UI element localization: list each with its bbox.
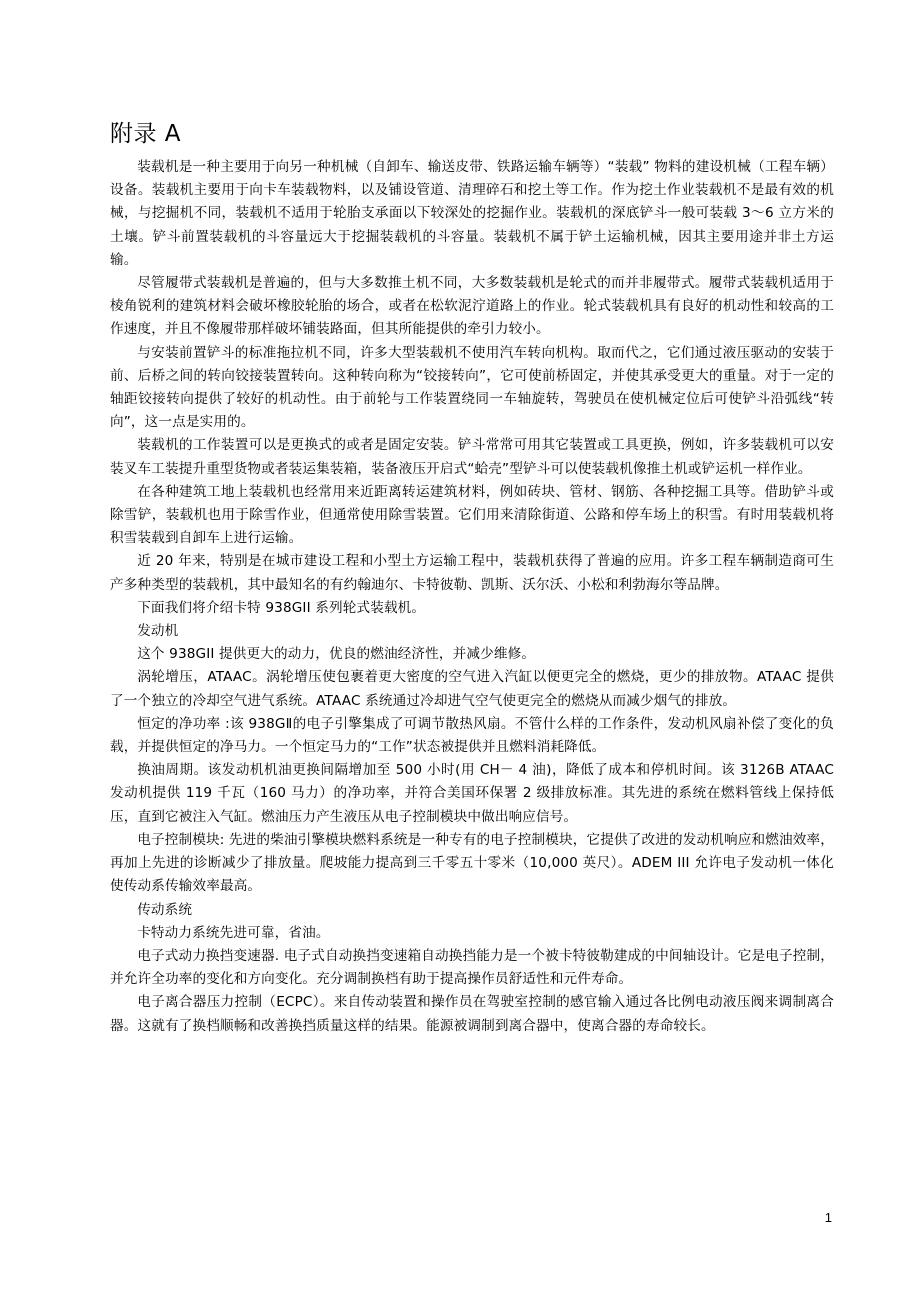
page-number: 1 bbox=[824, 1210, 832, 1225]
paragraph-constant-net-power: 恒定的净功率 :该 938GⅡ的电子引擎集成了可调节散热风扇。不管什么样的工作条件，发动机风扇补偿了变化的负载，并提供恒定的净马力。一个恒定马力的“工作”状态被提供并且燃料消耗降低。 bbox=[110, 715, 834, 756]
paragraph-turbo-ataac: 涡轮增压，ATAAC。涡轮增压使包裹着更大密度的空气进入汽缸以便更完全的燃烧，更少的排放物。ATAAC 提供了一个独立的冷却空气进气系统。ATAAC 系统通过冷却进气空气使更完全的燃烧从而减少烟气的排放。 bbox=[110, 669, 834, 709]
paragraph-tracked-vs-wheeled: 尽管履带式装载机是普遍的，但与大多数推土机不同，大多数装载机是轮式的而并非履带式。履带式装载机适用于棱角锐利的建筑材料会破坏橡胶轮胎的场合，或者在松软泥泞道路上的作业。轮式装载机具有良好的机动性和较高的工作速度，并且不像履带那样破坏铺装路面，但其所能提供的牵引力较小。 bbox=[110, 275, 834, 338]
section-heading-drivetrain: 传动系统 bbox=[137, 901, 193, 918]
appendix-title: 附录 A bbox=[110, 121, 182, 147]
paragraph-manufacturers: 近 20 年来，特别是在城市建设工程和小型土方运输工程中，装载机获得了普遍的应用。许多工程车辆制造商可生产多种类型的装载机，其中最知名的有约翰迪尔、卡特彼勒、凯斯、沃尔沃、小松和利勃海尔等品牌。 bbox=[110, 553, 834, 593]
paragraph-construction-use: 在各种建筑工地上装载机也经常用来近距离转运建筑材料，例如砖块、管材、钢筋、各种挖掘工具等。借助铲斗或除雪铲，装载机也用于除雪作业，但通常使用除雪装置。它们用来清除街道、公路和停车场上的积雪。有时用装载机将积雪装载到自卸车上进行运输。 bbox=[110, 483, 834, 547]
paragraph-work-attachments: 装载机的工作装置可以是更换式的或者是固定安装。铲斗常常可用其它装置或工具更换，例如，许多装载机可以安装叉车工装提升重型货物或者装运集装箱，装备液压开启式“蛤壳”型铲斗可以使装载机像推土机或铲运机一样作业。 bbox=[110, 437, 834, 477]
paragraph-articulated-steering: 与安装前置铲斗的标准拖拉机不同，许多大型装载机不使用汽车转向机构。取而代之，它们通过液压驱动的安装于前、后桥之间的转向铰接装置转向。这种转向称为“铰接转向”，它可使前桥固定，并使其承受更大的重量。对于一定的轴距铰接转向提供了较好的机动性。由于前轮与工作装置绕同一车轴旋转，驾驶员在使机械定位后可使铲斗沿弧线“转向”，这一点是实用的。 bbox=[110, 344, 834, 431]
paragraph-electronic-control-module: 电子控制模块: 先进的柴油引擎模块燃料系统是一种专有的电子控制模块，它提供了改进的发动机响应和燃油效率，再加上先进的诊断减少了排放量。爬坡能力提高到三千零五十零米（10,000 英尺）。ADEM III 允许电子发动机一体化使传动系传输效率最高。 bbox=[110, 831, 834, 895]
paragraph-engine-summary: 这个 938GII 提供更大的动力，优良的燃油经济性，并减少维修。 bbox=[137, 646, 536, 663]
paragraph-oil-change-interval: 换油周期。该发动机机油更换间隔增加至 500 小时(用 CH－ 4 油)，降低了成本和停机时间。该 3126B ATAAC 发动机提供 119 千瓦（160 马力）的净功率，并符合美国环保署 2 级排放标准。其先进的系统在燃料管线上保持低压，直到它被注入气缸。燃油压力产生液压从电子控制模块中做出响应信号。 bbox=[110, 762, 834, 825]
paragraph-loader-definition: 装载机是一种主要用于向另一种机械（自卸车、输送皮带、铁路运输车辆等）“装载” 物料的建设机械（工程车辆）设备。装载机主要用于向卡车装载物料，以及铺设管道、清理碎石和挖土等工作。作为挖土作业装载机不是最有效的机械，与挖掘机不同，装载机不适用于轮胎支承面以下较深处的挖掘作业。装载机的深底铲斗一般可装载 3～6 立方米的土壤。铲斗前置装载机的斗容量远大于挖掘装载机的斗容量。装载机不属于铲土运输机械，因其主要用途并非土方运输。 bbox=[110, 159, 834, 268]
paragraph-938gii-intro: 下面我们将介绍卡特 938GII 系列轮式装载机。 bbox=[137, 599, 426, 616]
section-heading-engine: 发动机 bbox=[137, 623, 179, 640]
paragraph-ecpc: 电子离合器压力控制（ECPC）。来自传动装置和操作员在驾驶室控制的感官输入通过各比例电动液压阀来调制离合器。这就有了换档顺畅和改善换挡质量这样的结果。能源被调制到离合器中，使离合器的寿命较长。 bbox=[110, 994, 834, 1034]
paragraph-powershift-transmission: 电子式动力换挡变速器. 电子式自动换挡变速箱自动换挡能力是一个被卡特彼勒建成的中间轴设计。它是电子控制，并允许全功率的变化和方向变化。充分调制换档有助于提高操作员舒适性和元件寿命。 bbox=[110, 947, 834, 988]
body-text bbox=[110, 156, 834, 1038]
paragraph-drivetrain-summary: 卡特动力系统先进可靠，省油。 bbox=[137, 924, 330, 941]
